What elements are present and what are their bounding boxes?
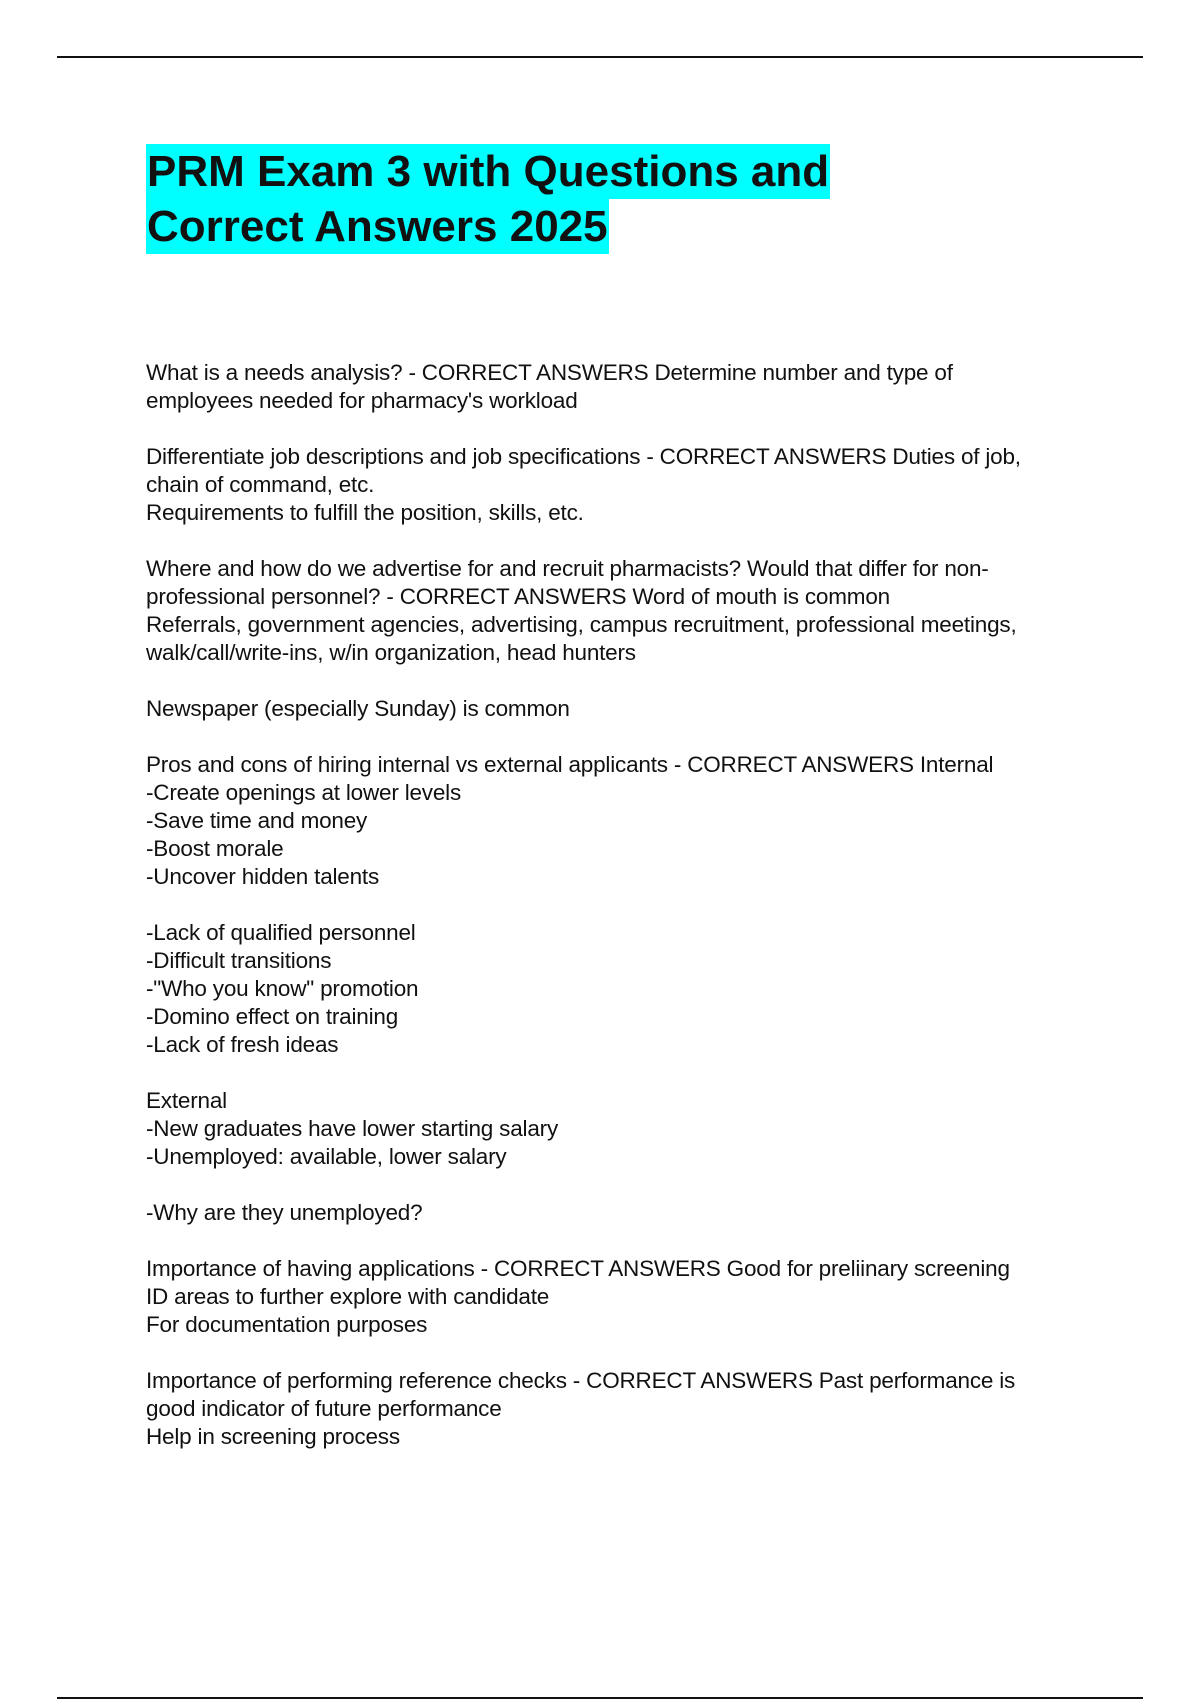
qa-needs-analysis <box>146 359 1106 415</box>
text-line: Requirements to fulfill the position, skills, etc. <box>146 500 584 525</box>
page-title <box>146 144 1046 254</box>
text-line: professional personnel? - CORRECT ANSWERS Word of mouth is common <box>146 584 890 609</box>
external-cons-note <box>146 1199 1106 1227</box>
footer-rule <box>57 1697 1143 1699</box>
list-item: -Lack of fresh ideas <box>146 1032 339 1057</box>
text-line: Importance of having applications - CORRECT ANSWERS Good for preliinary screening <box>146 1256 1010 1281</box>
qa-internal-vs-external <box>146 751 1106 891</box>
text-line: External <box>146 1088 227 1113</box>
text-line: Newspaper (especially Sunday) is common <box>146 696 570 721</box>
list-item: -New graduates have lower starting salary <box>146 1116 558 1141</box>
note-newspaper <box>146 695 1106 723</box>
title-line-2: Correct Answers 2025 <box>146 199 609 254</box>
text-line: chain of command, etc. <box>146 472 375 497</box>
text-line: good indicator of future performance <box>146 1396 502 1421</box>
text-line: employees needed for pharmacy's workload <box>146 388 578 413</box>
qa-reference-checks <box>146 1367 1106 1451</box>
text-line: Referrals, government agencies, advertising, campus recruitment, professional meetings, <box>146 612 1017 637</box>
list-item: -Unemployed: available, lower salary <box>146 1144 507 1169</box>
list-item: -Domino effect on training <box>146 1004 399 1029</box>
header-rule <box>57 56 1143 58</box>
list-item: -Uncover hidden talents <box>146 864 380 889</box>
text-line: Where and how do we advertise for and recruit pharmacists? Would that differ for non- <box>146 556 989 581</box>
list-item: -Save time and money <box>146 808 368 833</box>
text-line: Importance of performing reference checks - CORRECT ANSWERS Past performance is <box>146 1368 1016 1393</box>
list-item: -Lack of qualified personnel <box>146 920 416 945</box>
text-line: For documentation purposes <box>146 1312 428 1337</box>
text-line: Pros and cons of hiring internal vs external applicants - CORRECT ANSWERS Internal <box>146 752 994 777</box>
list-item: -Why are they unemployed? <box>146 1200 423 1225</box>
external-list <box>146 1087 1106 1171</box>
qa-applications <box>146 1255 1106 1339</box>
title-line-1: PRM Exam 3 with Questions and <box>146 144 830 199</box>
text-line: What is a needs analysis? - CORRECT ANSWERS Determine number and type of <box>146 360 953 385</box>
qa-recruit-pharmacists <box>146 555 1106 667</box>
text-line: ID areas to further explore with candidate <box>146 1284 550 1309</box>
text-line: walk/call/write-ins, w/in organization, head hunters <box>146 640 636 665</box>
text-line: Help in screening process <box>146 1424 400 1449</box>
list-item: -Boost morale <box>146 836 284 861</box>
list-item: -"Who you know" promotion <box>146 976 419 1001</box>
internal-cons-list <box>146 919 1106 1059</box>
qa-job-descriptions <box>146 443 1106 527</box>
list-item: -Create openings at lower levels <box>146 780 462 805</box>
text-line: Differentiate job descriptions and job specifications - CORRECT ANSWERS Duties of job, <box>146 444 1021 469</box>
document-body <box>146 359 1106 1479</box>
list-item: -Difficult transitions <box>146 948 332 973</box>
